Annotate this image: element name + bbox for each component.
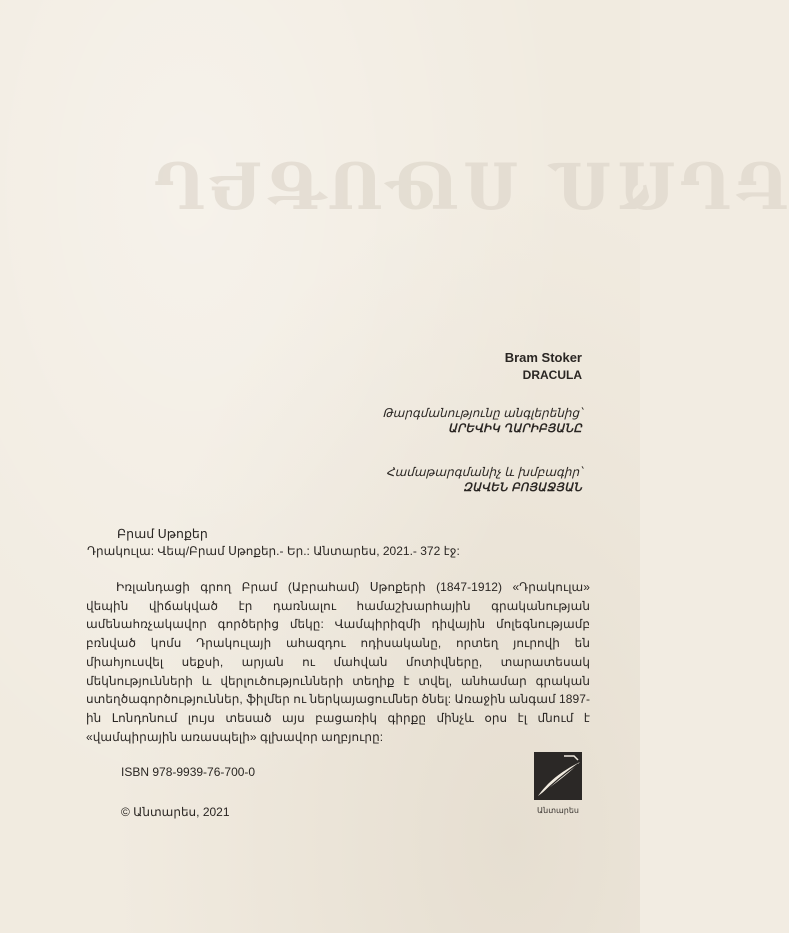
catalog-record	[87, 526, 587, 560]
catalog-author-heading: Բրամ Սթոքեր	[117, 527, 208, 541]
catalog-entry: Դրակուլա: Վեպ/Բրամ Սթոքեր.- Եր.: Անտարես, 2021.- 372 էջ:	[87, 544, 460, 558]
feather-icon	[534, 752, 582, 800]
translator-name: ԱՐԵՎԻԿ ՂԱՐԻԲՅԱՆԸ	[447, 423, 582, 435]
publisher-logo	[532, 752, 584, 814]
editor-name: ԶԱՎԵՆ ԲՈՅԱՋՅԱՆ	[463, 482, 582, 494]
author-name-english: Bram Stoker	[504, 350, 582, 365]
reverse-side-bleed-through: ԲՐԱՄ ՍԹՈՔԵՐ	[150, 150, 789, 225]
publisher-name: Անտարես	[537, 806, 579, 815]
book-annotation: Իռլանդացի գրող Բրամ (Աբրահամ) Սթոքերի (1847-1912) «Դրակուլա» վեպին վիճակված էր դառնալու համաշխարհային գրականության ամենահռչակավոր գործերից մեկը: Վամպիրիզմի դիվային մոլեգնությամբ բռնված կոմս Դրակուլայի ահազդու ոդիսականը, որտեղ յուրովի են միահյուսվել սեքսի, արյան ու մահվան մոտիվները, տարատեսակ մեկնությունների և վերլուծությունների տեղիք է տվել, անհամար գրական ստեղծագործություններ, ֆիլմեր ու ներկայացումներ ծնել: Առաջին անգամ 1897-ին Լոնդոնում լույս տեսած այս բացառիկ գիրքը մինչև օրս էլ մնում է «վամպիրային առասպելի» գլխավոր աղբյուրը:	[86, 580, 590, 744]
isbn: ISBN 978-9939-76-700-0	[121, 765, 256, 779]
book-title-english: DRACULA	[522, 368, 582, 382]
credits-block	[282, 349, 582, 496]
translation-credit-label: Թարգմանությունը անգլերենից՝	[382, 406, 582, 420]
editor-credit-label: Համաթարգմանիչ և խմբագիր՝	[385, 465, 582, 479]
copyright: © Անտարես, 2021	[121, 805, 230, 819]
